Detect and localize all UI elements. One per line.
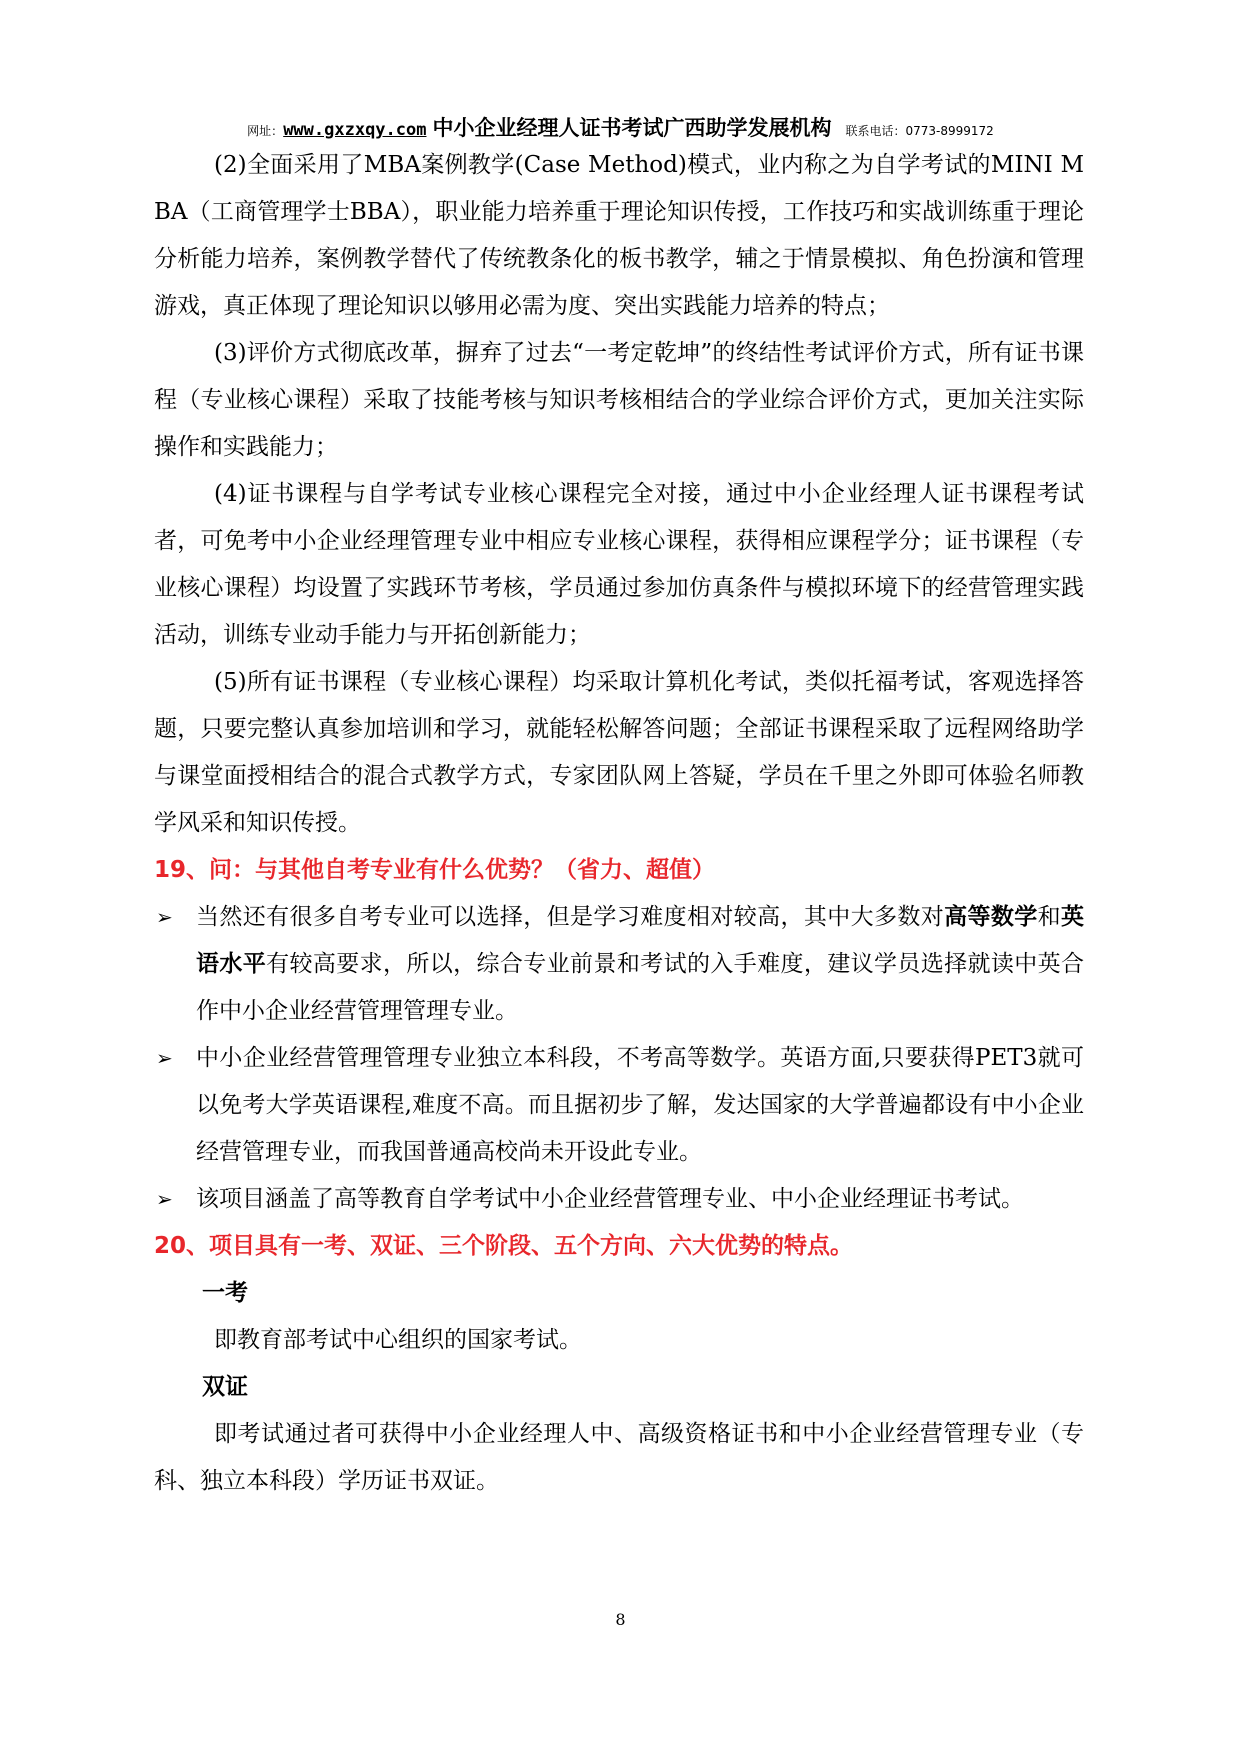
paragraph-4: (4)证书课程与自学考试专业核心课程完全对接，通过中小企业经理人证书课程考试者，可免考中小企业经理管理专业中相应专业核心课程，获得相应课程学分；证书课程（专业核心课程）均设置了实践环节考核，学员通过参加仿真条件与模拟环境下的经营管理实践活动，训练专业动手能力与开拓创新能力； bbox=[154, 481, 1084, 648]
question-20-heading: 20、项目具有一考、双证、三个阶段、五个方向、六大优势的特点。 bbox=[154, 1233, 854, 1259]
page-header bbox=[0, 112, 1241, 142]
bullet-2-text: 中小企业经营管理管理专业独立本科段，不考高等数学。英语方面,只要获得PET3就可以免考大学英语课程,难度不高。而且据初步了解，发达国家的大学普遍都设有中小企业经营管理专业，而我国普通高校尚未开设此专业。 bbox=[196, 1045, 1084, 1165]
bullet-1-bold-math: 高等数学 bbox=[944, 904, 1038, 930]
website-link[interactable]: www.gxzxqy.com bbox=[283, 120, 427, 140]
section-one-exam-text: 即教育部考试中心组织的国家考试。 bbox=[214, 1327, 582, 1353]
bullet-1-text-a: 当然还有很多自考专业可以选择，但是学习难度相对较高，其中大多数对 bbox=[196, 904, 945, 930]
bullet-3-text: 该项目涵盖了高等教育自学考试中小企业经营管理专业、中小企业经理证书考试。 bbox=[196, 1186, 1024, 1212]
section-dual-cert-title: 双证 bbox=[202, 1374, 248, 1400]
bullet-item-2 bbox=[154, 1035, 1084, 1176]
paragraph-5: (5)所有证书课程（专业核心课程）均采取计算机化考试，类似托福考试，客观选择答题，只要完整认真参加培训和学习，就能轻松解答问题；全部证书课程采取了远程网络助学与课堂面授相结合的混合式教学方式，专家团队网上答疑，学员在千里之外即可体验名师教学风采和知识传授。 bbox=[154, 669, 1084, 836]
bullet-1-text-b: 和 bbox=[1037, 904, 1062, 930]
contact-phone: 联系电话：0773-8999172 bbox=[845, 124, 994, 138]
bullet-1-text-c: 有较高要求，所以，综合专业前景和考试的入手难度，建议学员选择就读中英合作中小企业经营管理管理专业。 bbox=[196, 951, 1085, 1024]
bullet-item-1 bbox=[154, 894, 1084, 1035]
url-label: 网址： bbox=[247, 124, 284, 138]
bullet-item-3 bbox=[154, 1176, 1084, 1223]
question-19-heading: 19、问：与其他自考专业有什么优势？（省力、超值） bbox=[154, 857, 716, 883]
arrow-bullet-icon: ➢ bbox=[156, 1187, 173, 1211]
section-one-exam-title: 一考 bbox=[202, 1280, 248, 1306]
bullet-1-bold-english: 英语水平 bbox=[196, 904, 1085, 977]
organization-title: 中小企业经理人证书考试广西助学发展机构 bbox=[432, 116, 832, 140]
section-dual-cert-text: 即考试通过者可获得中小企业经理人中、高级资格证书和中小企业经营管理专业（专科、独立本科段）学历证书双证。 bbox=[154, 1421, 1084, 1494]
paragraph-2: (2)全面采用了MBA案例教学(Case Method)模式，业内称之为自学考试的MINI MBA（工商管理学士BBA），职业能力培养重于理论知识传授，工作技巧和实战训练重于理论分析能力培养，案例教学替代了传统教条化的板书教学，辅之于情景模拟、角色扮演和管理游戏，真正体现了理论知识以够用必需为度、突出实践能力培养的特点； bbox=[154, 152, 1084, 319]
arrow-bullet-icon: ➢ bbox=[156, 905, 173, 929]
paragraph-3: (3)评价方式彻底改革，摒弃了过去“一考定乾坤”的终结性考试评价方式，所有证书课程（专业核心课程）采取了技能考核与知识考核相结合的学业综合评价方式，更加关注实际操作和实践能力； bbox=[154, 340, 1084, 460]
page-number: 8 bbox=[615, 1610, 626, 1629]
document-body bbox=[154, 142, 1084, 1505]
arrow-bullet-icon: ➢ bbox=[156, 1046, 173, 1070]
